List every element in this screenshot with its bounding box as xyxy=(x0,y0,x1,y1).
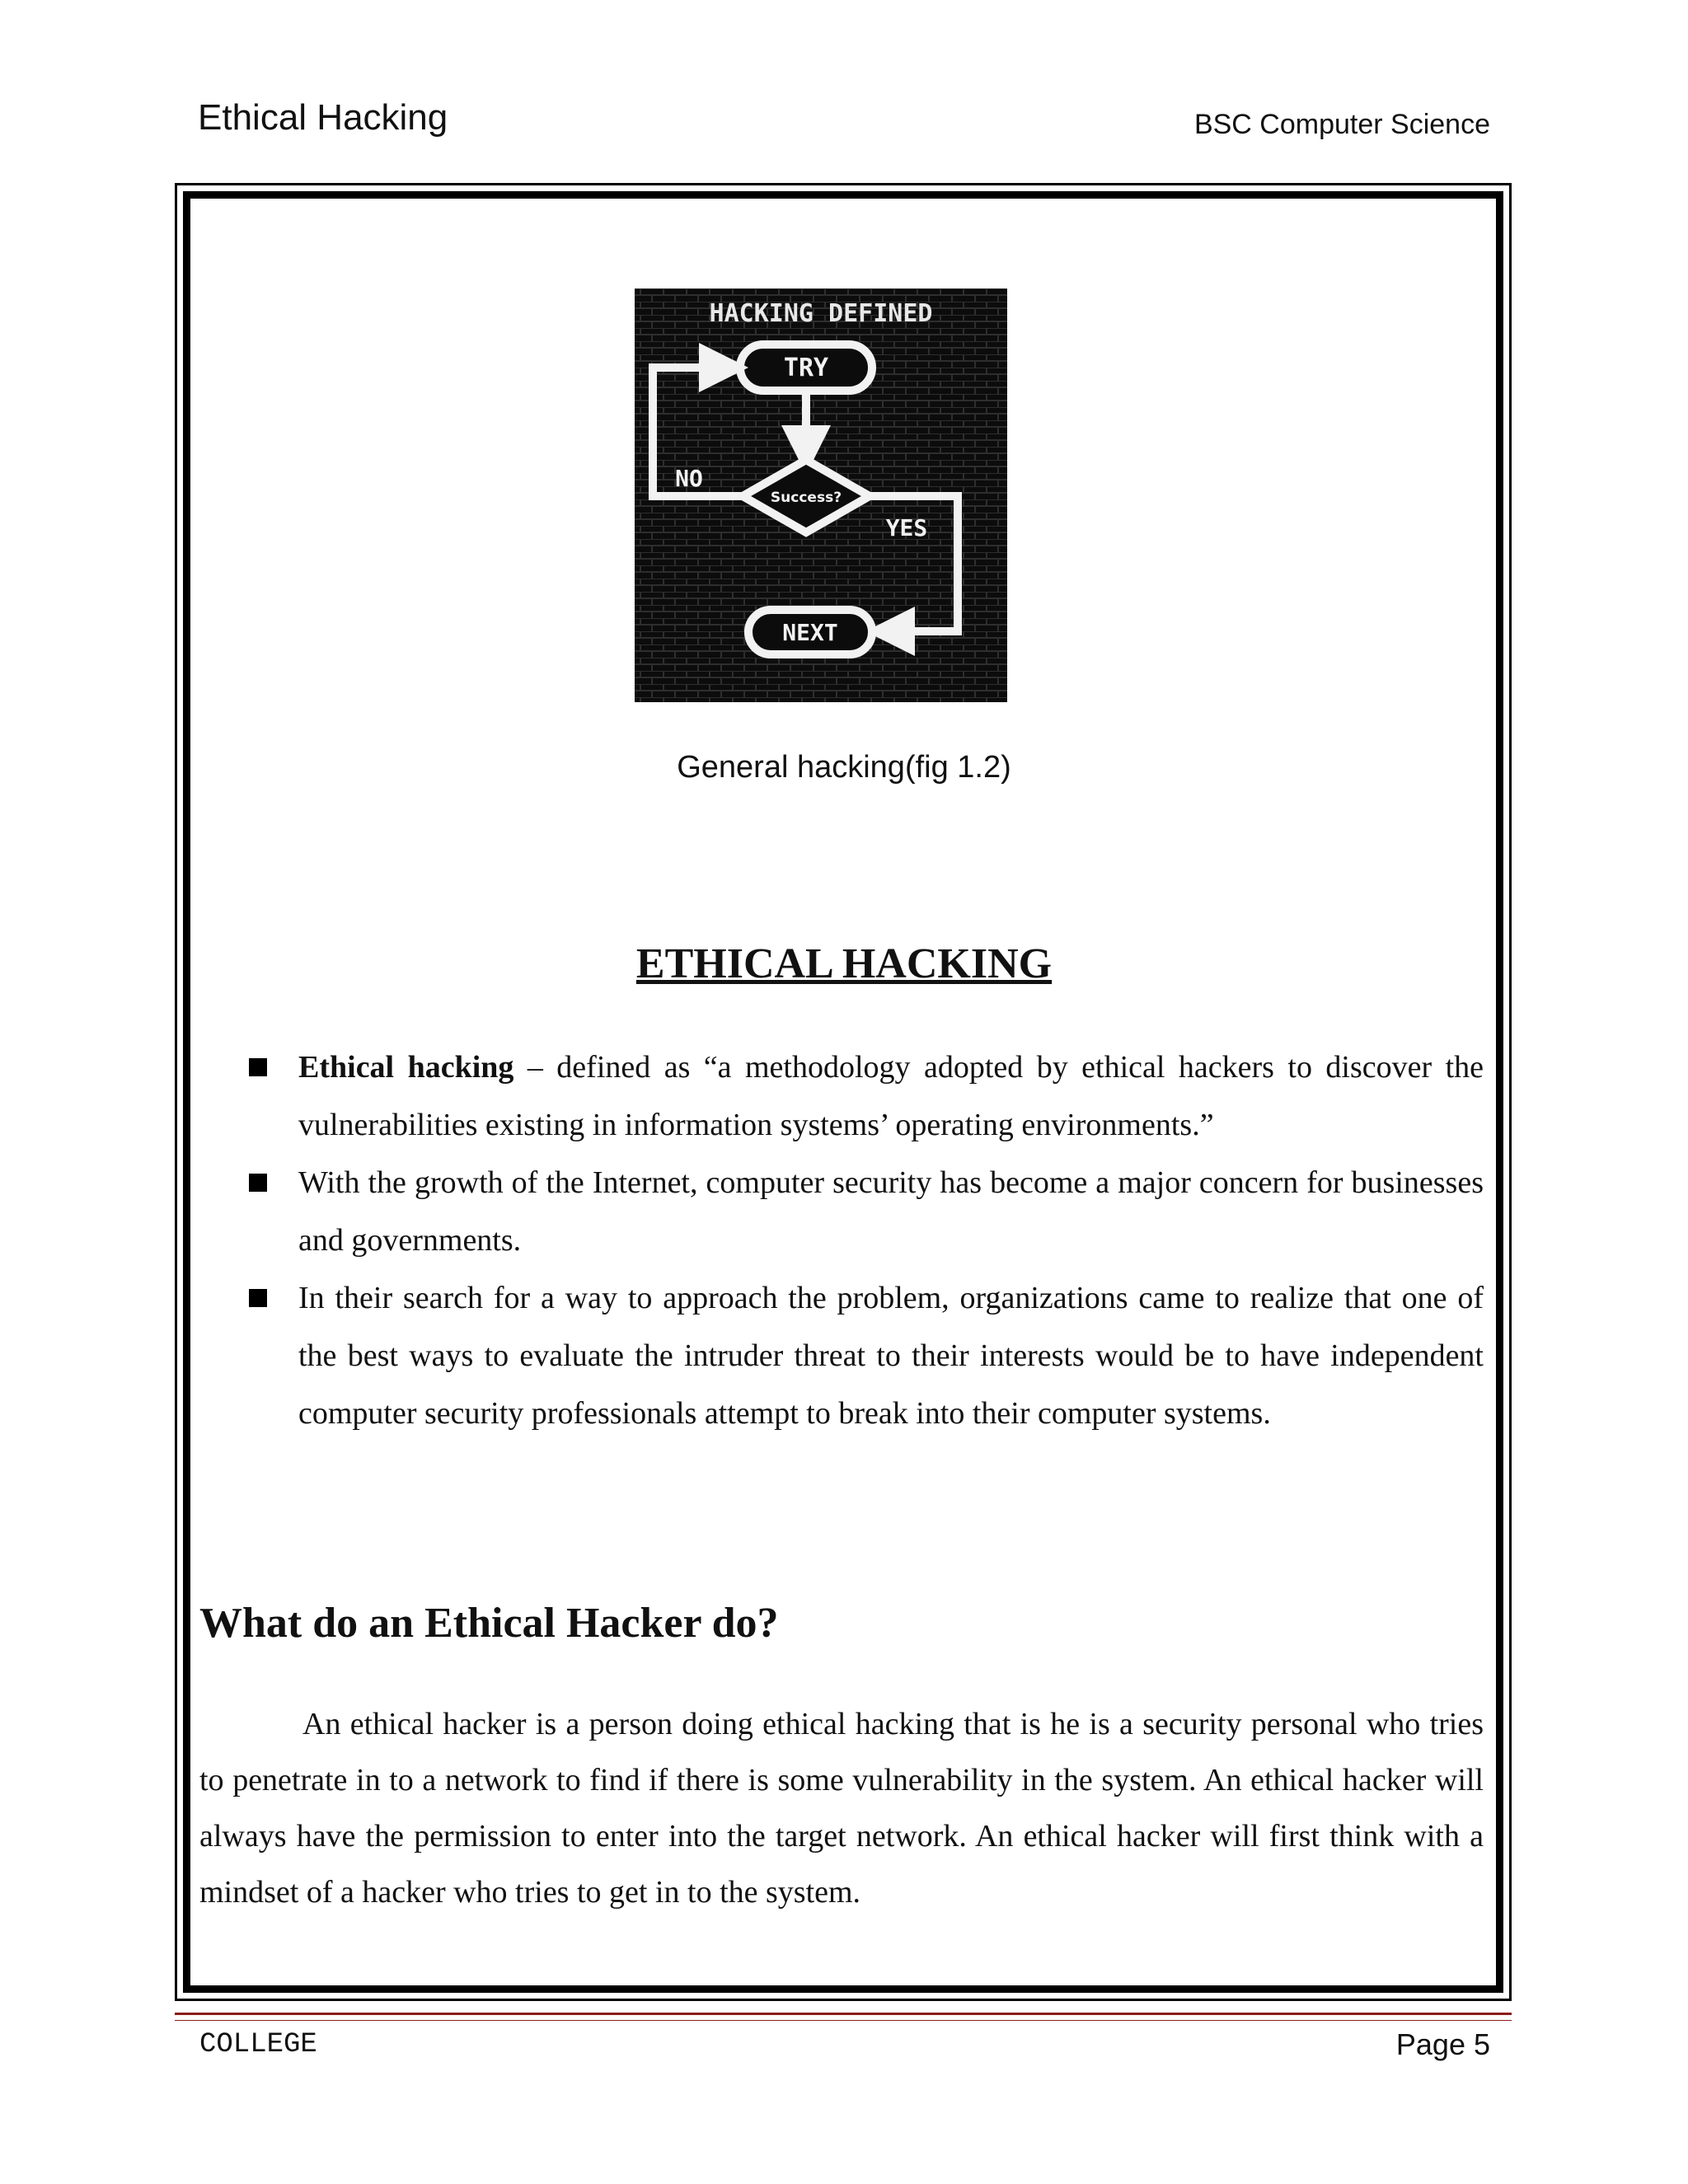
question-heading: What do an Ethical Hacker do? xyxy=(199,1600,779,1647)
body-paragraph: An ethical hacker is a person doing ethical hacking that is he is a security personal who tries to penetrate in to a network to find if there is some vulnerability in the system. An ethical hacker will always have the permission to enter into the target network. An ethical hacker will first think with a mindset of a hacker who tries to get in to the system. xyxy=(199,1707,1484,1910)
square-bullet-icon xyxy=(249,1174,267,1192)
bullet-text: In their search for a way to approach the problem, organizations came to realize that one of the best ways to evaluate the intruder threat to their interests would be to have independent computer security professionals attempt to break into their computer systems. xyxy=(298,1281,1484,1431)
footer-rule xyxy=(175,2013,1512,2015)
figure-caption: General hacking(fig 1.2) xyxy=(677,750,1011,785)
bullet-item xyxy=(247,1269,1484,1442)
bullet-item xyxy=(247,1154,1484,1269)
figure-title: HACKING DEFINED xyxy=(709,299,933,328)
try-label: TRY xyxy=(783,354,829,382)
header-title: Ethical Hacking xyxy=(198,97,448,138)
header-subject: BSC Computer Science xyxy=(1193,109,1490,140)
square-bullet-icon xyxy=(249,1058,267,1076)
footer-rule-thin xyxy=(175,2020,1512,2021)
bullet-text: – defined as “a methodology adopted by ethical hackers to discover the vulnerabilities existing in information systems’ operating environments.” xyxy=(298,1050,1484,1142)
bullet-item xyxy=(247,1038,1484,1154)
square-bullet-icon xyxy=(249,1289,267,1307)
bullet-lead: Ethical hacking xyxy=(298,1050,514,1085)
hacking-flowchart xyxy=(635,288,1007,702)
section-title: ETHICAL HACKING xyxy=(635,940,1053,987)
footer-college: COLLEGE xyxy=(199,2029,317,2060)
decision-label: Success? xyxy=(770,490,842,506)
yes-label: YES xyxy=(885,514,928,541)
hacking-defined-figure xyxy=(635,288,1007,702)
next-label: NEXT xyxy=(782,619,838,646)
bullet-list xyxy=(247,1038,1484,1442)
footer-page-number: Page 5 xyxy=(1395,2027,1490,2061)
no-label: NO xyxy=(675,465,703,492)
bullet-text: With the growth of the Internet, computer security has become a major concern for businesses and governments. xyxy=(298,1165,1484,1258)
